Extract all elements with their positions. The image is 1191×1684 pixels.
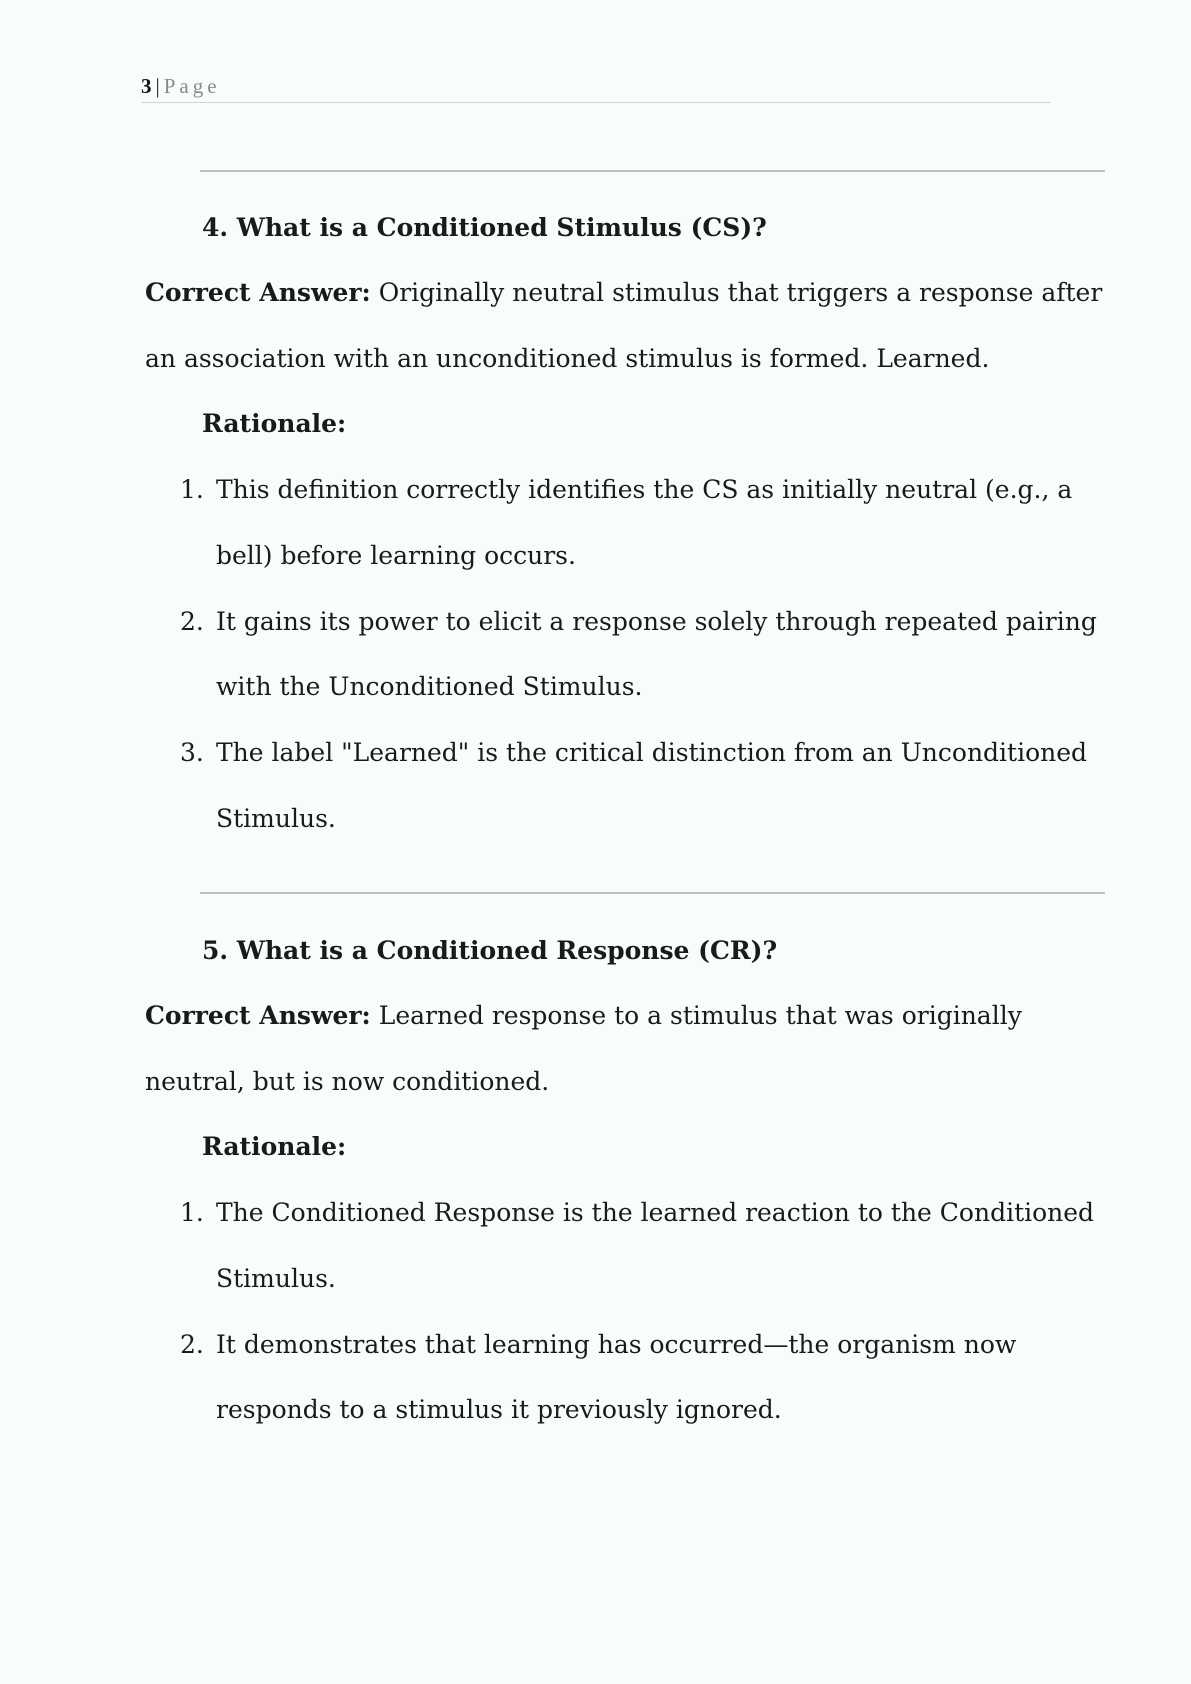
q4-item-2-line-2: with the Unconditioned Stimulus. bbox=[216, 672, 643, 701]
page-word: Page bbox=[163, 74, 221, 98]
question-5-heading: 5. What is a Conditioned Response (CR)? bbox=[202, 936, 778, 965]
header-separator: | bbox=[155, 74, 160, 98]
answer-4-label: Correct Answer: bbox=[145, 278, 371, 307]
answer-4-line-1 bbox=[145, 277, 1102, 309]
q5-item-1-line-2: Stimulus. bbox=[216, 1264, 336, 1293]
page-header bbox=[141, 72, 1051, 103]
section-divider bbox=[200, 892, 1105, 894]
page-number: 3 bbox=[141, 74, 152, 98]
answer-4-text-1: Originally neutral stimulus that triggers a response after bbox=[370, 278, 1103, 307]
q5-item-2-line-2: responds to a stimulus it previously ignored. bbox=[216, 1395, 782, 1424]
q4-item-1-number: 1. bbox=[180, 475, 204, 504]
q4-item-3-line-1: The label "Learned" is the critical distinction from an Unconditioned bbox=[216, 738, 1088, 767]
answer-5-label: Correct Answer: bbox=[145, 1001, 371, 1030]
question-4-heading: 4. What is a Conditioned Stimulus (CS)? bbox=[202, 213, 767, 242]
answer-5-line-1 bbox=[145, 1000, 1022, 1032]
q4-item-1-line-2: bell) before learning occurs. bbox=[216, 541, 576, 570]
answer-4-line-2: an association with an unconditioned stimulus is formed. Learned. bbox=[145, 344, 990, 373]
q5-item-1-number: 1. bbox=[180, 1198, 204, 1227]
section-divider bbox=[200, 170, 1105, 172]
q4-item-1-line-1: This definition correctly identifies the CS as initially neutral (e.g., a bbox=[216, 475, 1073, 504]
q5-item-2-line-1: It demonstrates that learning has occurred—the organism now bbox=[216, 1330, 1017, 1359]
q4-item-2-line-1: It gains its power to elicit a response solely through repeated pairing bbox=[216, 607, 1097, 636]
q5-item-2-number: 2. bbox=[180, 1330, 204, 1359]
answer-5-text-1: Learned response to a stimulus that was originally bbox=[370, 1001, 1022, 1030]
rationale-5-label: Rationale: bbox=[202, 1132, 347, 1161]
q5-item-1-line-1: The Conditioned Response is the learned reaction to the Conditioned bbox=[216, 1198, 1095, 1227]
q4-item-3-number: 3. bbox=[180, 738, 204, 767]
answer-5-line-2: neutral, but is now conditioned. bbox=[145, 1067, 550, 1096]
rationale-4-label: Rationale: bbox=[202, 409, 347, 438]
q4-item-2-number: 2. bbox=[180, 607, 204, 636]
q4-item-3-line-2: Stimulus. bbox=[216, 804, 336, 833]
